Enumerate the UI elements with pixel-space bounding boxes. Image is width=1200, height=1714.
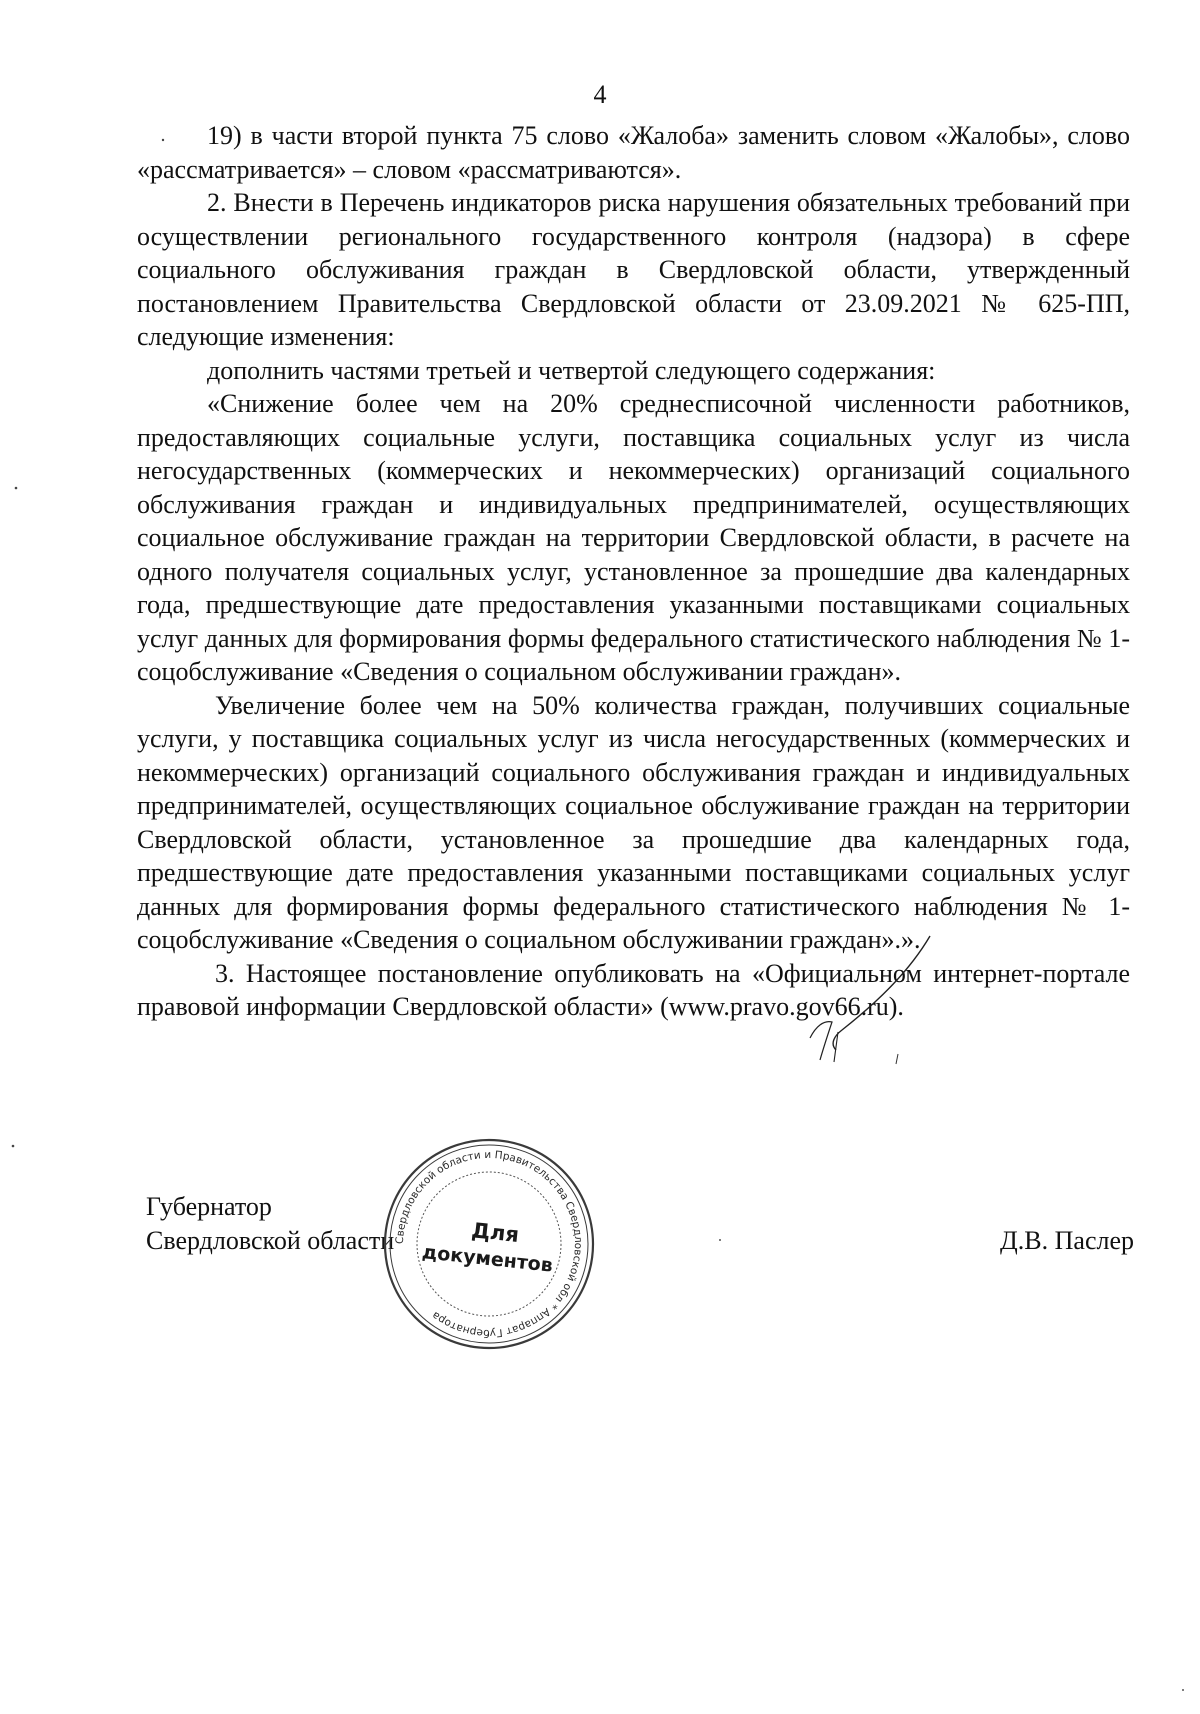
signatory-title-line2: Свердловской области [146,1226,395,1255]
signatory-title-line1: Губернатор [146,1192,272,1221]
paragraph-indicator-increase: Увеличение более чем на 50% количества граждан, получивших социальные услуги, у поставщика социальных услуг из числа негосударственных (коммерческих и некоммерческих) организаций социального обслуживания граждан и индивидуальных предпринимателей, осуществляющих социальное обслуживание граждан на территории Свердловской области, установленное за прошедшие два календарных года, предшествующие дате предоставления указанными поставщиками социальных услуг данных для формирования формы федерального статистического наблюдения № 1-соцобслуживание «Сведения о социальном обслуживании граждан».». [137,690,1130,954]
paragraph-item-3: 3. Настоящее постановление опубликовать на «Официальном интернет-портале правовой информации Свердловской области» (www.pravo.gov66.ru). [137,958,1130,1021]
stamp-center-line2: документов [420,1241,554,1277]
official-stamp [382,1137,596,1351]
paragraph-item-2: 2. Внести в Перечень индикаторов риска нарушения обязательных требований при осуществлении регионального государственного контроля (надзора) в сфере социального обслуживания граждан в Свердловской области, утвержденный постановлением Правительства Свердловской области от 23.09.2021 № 625-ПП, следующие изменения: [137,188,1130,351]
signatory-title [146,1190,394,1258]
document-body [137,119,1130,1024]
paragraph-item-19: 19) в части второй пункта 75 слово «Жалоба» заменить словом «Жалобы», слово «рассматривается» – словом «рассматриваются». [137,121,1130,184]
stamp-seal-graphic [382,1137,596,1351]
paragraph-indicator-decrease: «Снижение более чем на 20% среднесписочной численности работников, предоставляющих социальные услуги, поставщика социальных услуг из числа негосударственных (коммерческих и некоммерческих) организаций социального обслуживания граждан и индивидуальных предпринимателей, осуществляющих социальное обслуживание граждан на территории Свердловской области, в расчете на одного получателя социальных услуг, установленное за прошедшие два календарных года, предшествующие дате предоставления указанными поставщиками социальных услуг данных для формирования формы федерального статистического наблюдения № 1-соцобслуживание «Сведения о социальном обслуживании граждан». [137,389,1130,686]
paragraph-supplement-intro: дополнить частями третьей и четвертой следующего содержания: [207,355,936,385]
signatory-name: Д.В. Паслер [1000,1226,1134,1255]
stamp-ring-text: Свердловской области и Правительства Свердловской обл * Аппарат Губернатора [393,1148,585,1340]
page-number: 4 [593,80,607,109]
stamp-center-line1: Для [470,1218,521,1248]
